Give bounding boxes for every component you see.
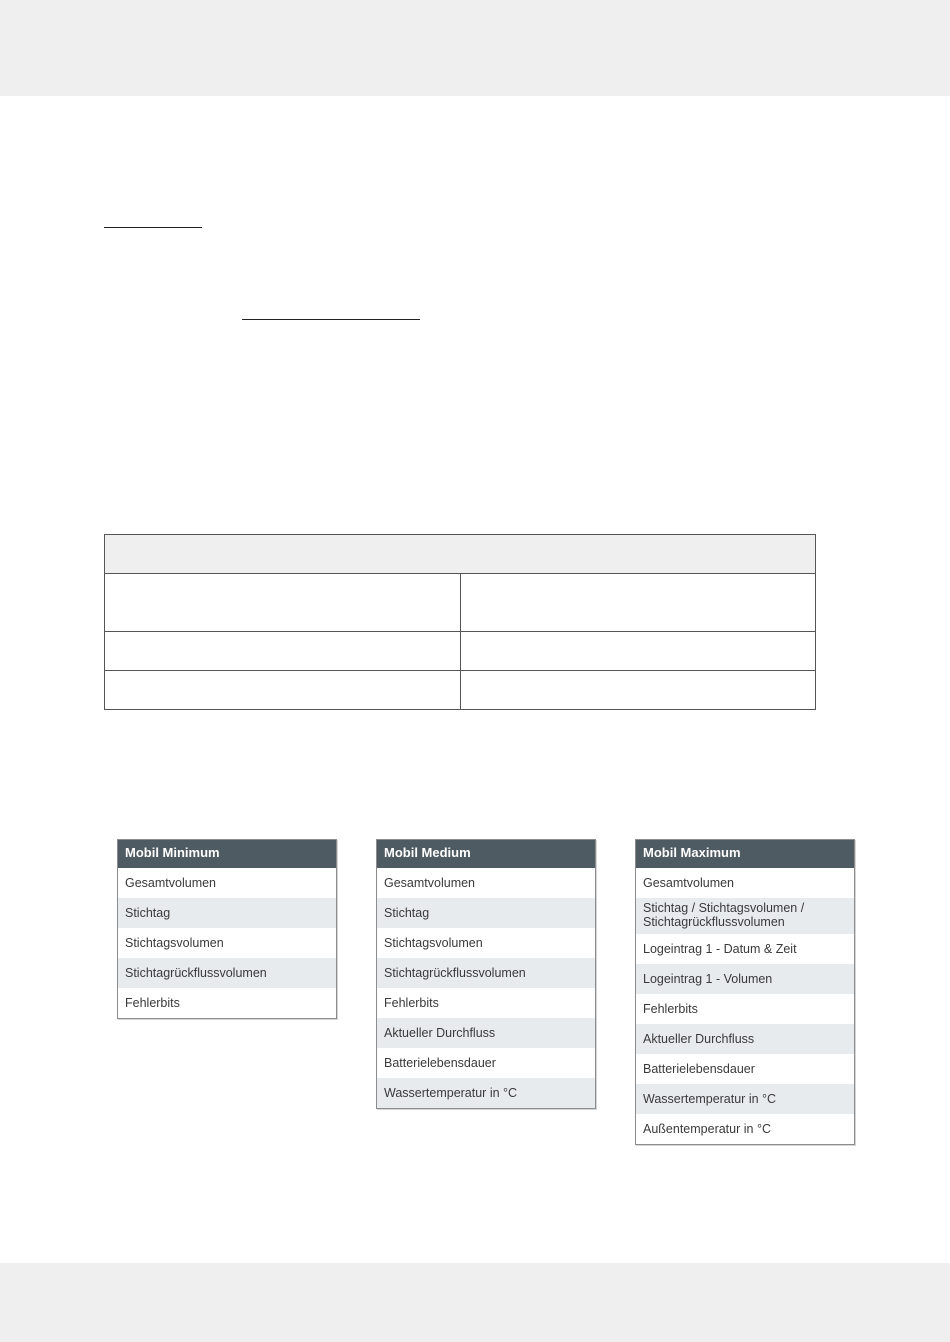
list-item: Wassertemperatur in °C — [636, 1084, 854, 1114]
list-item: Aktueller Durchfluss — [636, 1024, 854, 1054]
list-item: Stichtagrückflussvolumen — [377, 958, 595, 988]
table-row — [105, 574, 816, 632]
list-item: Batterielebensdauer — [643, 1062, 755, 1076]
panel-title: Mobil Medium — [377, 840, 595, 868]
list-item: Stichtag / Stichtagsvolumen / Stichtagrückflussvolumen — [636, 898, 854, 934]
list-item: Stichtag — [118, 898, 336, 928]
list-item: Gesamtvolumen — [125, 876, 217, 890]
list-item: Fehlerbits — [384, 996, 439, 1010]
underline-rule — [242, 319, 420, 320]
spec-table — [104, 534, 816, 710]
list-item: Logeintrag 1 - Datum & Zeit — [643, 942, 797, 956]
underline-rule — [104, 227, 202, 228]
table-cell — [460, 574, 816, 632]
list-item: Wassertemperatur in °C — [377, 1078, 595, 1108]
table-row — [105, 632, 816, 671]
panel-mobil-maximum — [635, 839, 855, 1145]
list-item: Stichtagrückflussvolumen — [118, 958, 336, 988]
list-item: Stichtagsvolumen — [125, 936, 224, 950]
list-item: Gesamtvolumen — [643, 876, 735, 890]
table-header-cell — [105, 535, 816, 574]
panel-title: Mobil Minimum — [118, 840, 336, 868]
table-cell — [105, 632, 461, 671]
table-row — [105, 671, 816, 710]
table-header-row — [105, 535, 816, 574]
panel-title: Mobil Maximum — [636, 840, 854, 868]
panel-mobil-minimum — [117, 839, 337, 1019]
list-item: Fehlerbits — [643, 1002, 698, 1016]
table-cell — [460, 671, 816, 710]
list-item: Gesamtvolumen — [384, 876, 476, 890]
panel-mobil-medium — [376, 839, 596, 1109]
table-cell — [105, 671, 461, 710]
list-item: Stichtagsvolumen — [384, 936, 483, 950]
list-item: Logeintrag 1 - Volumen — [636, 964, 854, 994]
list-item: Außentemperatur in °C — [643, 1122, 771, 1136]
list-item: Batterielebensdauer — [384, 1056, 496, 1070]
list-item: Stichtag — [377, 898, 595, 928]
page-top-band — [0, 0, 950, 96]
list-item: Aktueller Durchfluss — [377, 1018, 595, 1048]
list-item: Fehlerbits — [125, 996, 180, 1010]
page-bottom-band — [0, 1263, 950, 1342]
table-cell — [460, 632, 816, 671]
table-cell — [105, 574, 461, 632]
